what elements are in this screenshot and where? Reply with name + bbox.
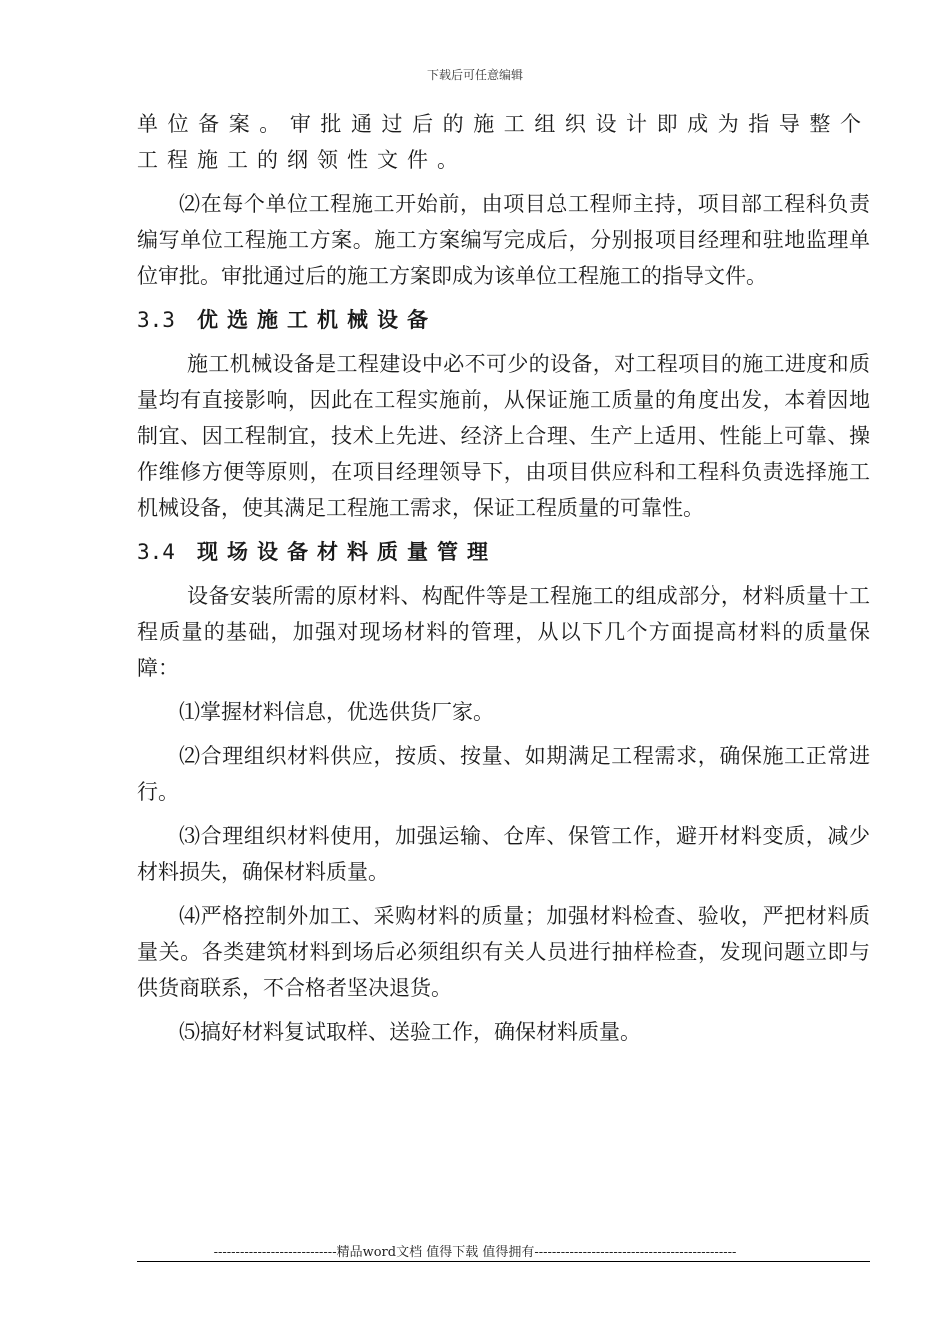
footer-divider	[137, 1261, 870, 1262]
list-item-5: ⑸搞好材料复试取样、送验工作，确保材料质量。	[179, 1020, 641, 1044]
section-number: 3.3	[137, 308, 175, 332]
list-item-4: ⑷严格控制外加工、采购材料的质量；加强材料检查、验收，严把材料质量关。各类建筑材料到场后必须组织有关人员进行抽样检查，发现问题立即与供货商联系，不合格者坚决退货。	[137, 904, 870, 1000]
paragraph-approval-continuation: 单位备案。审批通过后的施工组织设计即成为指导整个工程施工的纲领性文件。	[137, 112, 870, 172]
list-item-1: ⑴掌握材料信息，优选供货厂家。	[179, 700, 494, 724]
page-footer: ----------------------------精品word文档 值得下载 值得拥有----------------------------------------------	[213, 1245, 737, 1260]
list-item-2: ⑵合理组织材料供应，按质、按量、如期满足工程需求，确保施工正常进行。	[137, 744, 870, 804]
section-heading-3-3	[137, 302, 870, 338]
section-title: 现场设备材料质量管理	[197, 539, 497, 564]
list-item-3: ⑶合理组织材料使用，加强运输、仓库、保管工作，避开材料变质，减少材料损失，确保材料质量。	[137, 824, 870, 884]
paragraph-materials-intro: 设备安装所需的原材料、构配件等是工程施工的组成部分，材料质量十工程质量的基础，加强对现场材料的管理，从以下几个方面提高材料的质量保障：	[137, 584, 870, 680]
section-heading-3-4	[137, 534, 870, 570]
section-number: 3.4	[137, 540, 175, 564]
paragraph-item-2-construction-plan: ⑵在每个单位工程施工开始前，由项目总工程师主持，项目部工程科负责编写单位工程施工方案。施工方案编写完成后，分别报项目经理和驻地监理单位审批。审批通过后的施工方案即成为该单位工程施工的指导文件。	[137, 192, 870, 288]
page-header: 下载后可任意编辑	[426, 68, 523, 82]
section-title: 优选施工机械设备	[197, 307, 437, 332]
document-body	[137, 106, 870, 1058]
paragraph-machinery-selection: 施工机械设备是工程建设中必不可少的设备，对工程项目的施工进度和质量均有直接影响，因此在工程实施前，从保证施工质量的角度出发，本着因地制宜、因工程制宜，技术上先进、经济上合理、生产上适用、性能上可靠、操作维修方便等原则，在项目经理领导下，由项目供应科和工程科负责选择施工机械设备，使其满足工程施工需求，保证工程质量的可靠性。	[137, 352, 870, 520]
